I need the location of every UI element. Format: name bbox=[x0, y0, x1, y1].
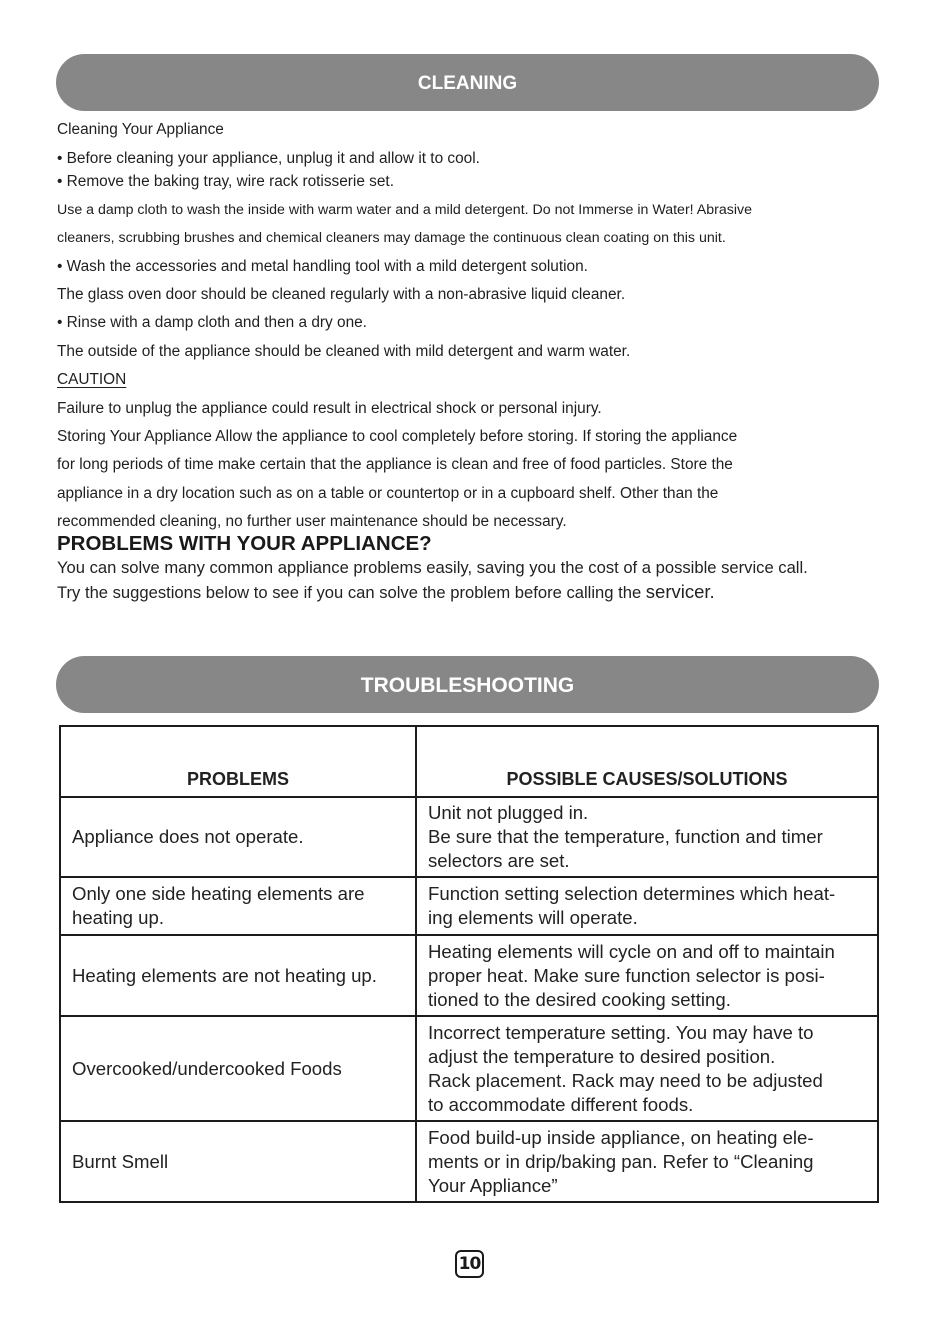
problem-cell: Burnt Smell bbox=[60, 1121, 416, 1202]
problems-intro-line1: You can solve many common appliance problems easily, saving you the cost of a possible service call. bbox=[57, 558, 808, 577]
solution-cell bbox=[416, 1121, 878, 1202]
table-row bbox=[60, 797, 878, 877]
storing-line4: recommended cleaning, no further user maintenance should be necessary. bbox=[57, 513, 567, 530]
solution-line: Heating elements will cycle on and off to maintain bbox=[428, 940, 835, 962]
cleaning-subheading: Cleaning Your Appliance bbox=[57, 121, 224, 138]
table-row bbox=[60, 935, 878, 1016]
solution-line: to accommodate different foods. bbox=[428, 1093, 694, 1115]
solution-line: tioned to the desired cooking setting. bbox=[428, 988, 731, 1010]
solution-line: Unit not plugged in. bbox=[428, 802, 589, 823]
solution-line: Incorrect temperature setting. You may have to bbox=[428, 1021, 814, 1043]
table-header-row bbox=[60, 726, 878, 797]
cleaning-bullet-rinse: • Rinse with a damp cloth and then a dry one. bbox=[57, 314, 367, 331]
solution-line: Be sure that the temperature, function and timer bbox=[428, 826, 823, 847]
table-row bbox=[60, 1121, 878, 1202]
header-solutions: POSSIBLE CAUSES/SOLUTIONS bbox=[416, 726, 878, 797]
solution-line: Food build-up inside appliance, on heating ele- bbox=[428, 1126, 814, 1148]
problems-intro-servicer: servicer. bbox=[645, 581, 715, 602]
solution-line: selectors are set. bbox=[428, 850, 570, 871]
page-number: 10 bbox=[455, 1250, 484, 1278]
cleaning-outside: The outside of the appliance should be cleaned with mild detergent and warm water. bbox=[57, 343, 631, 360]
storing-line2: for long periods of time make certain that the appliance is clean and free of food particles. Store the bbox=[57, 456, 733, 473]
cleaning-inside-line2: cleaners, scrubbing brushes and chemical cleaners may damage the continuous clean coating on this unit. bbox=[57, 230, 726, 246]
problems-heading: PROBLEMS WITH YOUR APPLIANCE? bbox=[57, 532, 432, 555]
problem-cell: Heating elements are not heating up. bbox=[60, 935, 416, 1016]
solution-line: Rack placement. Rack may need to be adjusted bbox=[428, 1069, 823, 1091]
solution-line: Your Appliance” bbox=[428, 1174, 558, 1196]
problem-cell: Only one side heating elements are heating up. bbox=[60, 877, 416, 935]
solution-line: proper heat. Make sure function selector is posi- bbox=[428, 964, 825, 986]
solution-line: Function setting selection determines which heat- bbox=[428, 883, 836, 904]
troubleshooting-table bbox=[59, 725, 879, 1203]
solution-line: ments or in drip/baking pan. Refer to “Cleaning bbox=[428, 1150, 814, 1172]
table-row bbox=[60, 877, 878, 935]
header-problems: PROBLEMS bbox=[60, 726, 416, 797]
cleaning-banner bbox=[56, 54, 879, 111]
cleaning-inside-line1: Use a damp cloth to wash the inside with warm water and a mild detergent. Do not Immerse in Water! Abrasive bbox=[57, 202, 752, 218]
problem-cell: Overcooked/undercooked Foods bbox=[60, 1016, 416, 1121]
cleaning-glass-door: The glass oven door should be cleaned regularly with a non-abrasive liquid cleaner. bbox=[57, 286, 626, 303]
caution-label: CAUTION bbox=[57, 371, 127, 388]
cleaning-banner-title: CLEANING bbox=[417, 73, 518, 94]
problems-intro-line2 bbox=[57, 581, 715, 603]
troubleshooting-banner bbox=[56, 656, 879, 713]
storing-line1: Storing Your Appliance Allow the appliance to cool completely before storing. If storing the appliance bbox=[57, 428, 738, 445]
troubleshooting-banner-title: TROUBLESHOOTING bbox=[360, 674, 575, 697]
cleaning-bullet-remove-tray: • Remove the baking tray, wire rack rotisserie set. bbox=[57, 173, 394, 190]
solution-cell bbox=[416, 1016, 878, 1121]
problem-cell: Appliance does not operate. bbox=[60, 797, 416, 877]
cleaning-bullet-unplug: • Before cleaning your appliance, unplug it and allow it to cool. bbox=[57, 150, 480, 167]
solution-line: ing elements will operate. bbox=[428, 907, 638, 928]
storing-line3: appliance in a dry location such as on a table or countertop or in a cupboard shelf. Other than the bbox=[57, 485, 719, 502]
table-row bbox=[60, 1016, 878, 1121]
solution-cell bbox=[416, 797, 878, 877]
caution-text: Failure to unplug the appliance could result in electrical shock or personal injury. bbox=[57, 400, 602, 417]
cleaning-bullet-accessories: • Wash the accessories and metal handling tool with a mild detergent solution. bbox=[57, 258, 588, 275]
problems-intro-line2-text: Try the suggestions below to see if you can solve the problem before calling the bbox=[57, 583, 646, 602]
solution-cell bbox=[416, 877, 878, 935]
solution-line: adjust the temperature to desired position. bbox=[428, 1045, 776, 1067]
solution-cell bbox=[416, 935, 878, 1016]
